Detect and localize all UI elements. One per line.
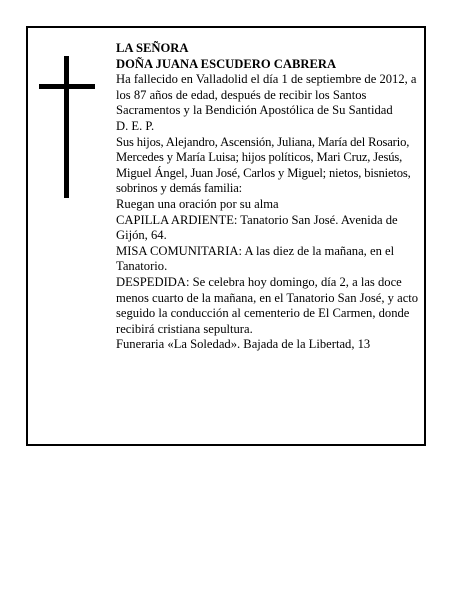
prayer-request: Ruegan una oración por su alma <box>116 196 279 211</box>
farewell-info: DESPEDIDA: Se celebra hoy domingo, día 2, a las doce menos cuarto de la mañana, en el Tanatorio San José, y acto seguido la conducción al cementerio de El Carmen, donde recibirá cristiana sepultura. <box>116 274 419 336</box>
mass-info: MISA COMUNITARIA: A las diez de la mañana, en el Tanatorio. <box>116 243 395 274</box>
death-announcement: Ha fallecido en Valladolid el día 1 de septiembre de 2012, a los 87 años de edad, después de recibir los Santos Sacramentos y la Bendición Apostólica de Su Santidad <box>116 72 417 118</box>
cross-vertical-bar <box>64 56 69 198</box>
obituary-notice <box>26 26 426 446</box>
notice-text <box>116 41 426 353</box>
deceased-name: DOÑA JUANA ESCUDERO CABRERA <box>116 56 337 71</box>
cross-icon <box>39 56 95 198</box>
rip-line: D. E. P. <box>116 118 155 133</box>
chapel-info: CAPILLA ARDIENTE: Tanatorio San José. Avenida de Gijón, 64. <box>116 212 398 243</box>
notice-title: LA SEÑORA <box>116 41 189 55</box>
family-list: Sus hijos, Alejandro, Ascensión, Juliana, María del Rosario, Mercedes y María Luisa; hijos políticos, Mari Cruz, Jesús, Miguel Ángel, Juan José, Carlos y Miguel; nietos, bisnietos, sobrinos y demás familia: <box>116 134 411 196</box>
funeral-home-info: Funeraria «La Soledad». Bajada de la Libertad, 13 <box>116 337 371 352</box>
cross-horizontal-bar <box>39 84 95 89</box>
